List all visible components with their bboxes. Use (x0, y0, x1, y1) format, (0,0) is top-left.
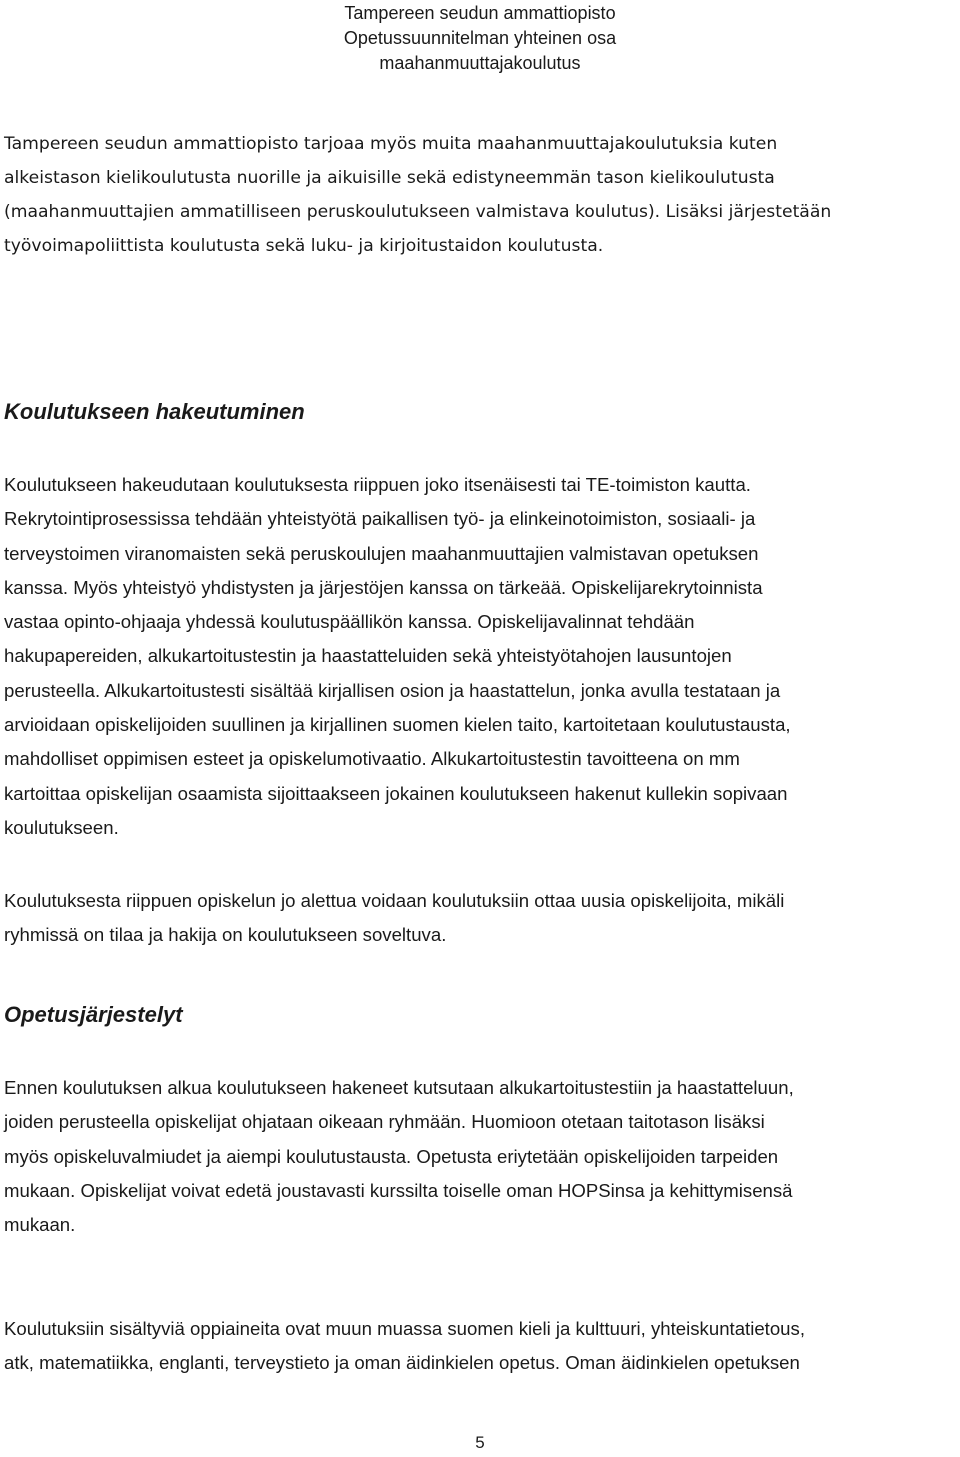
arrangements-paragraph (4, 1071, 954, 1242)
paragraph-line: Koulutuksesta riippuen opiskelun jo alettua voidaan koulutuksiin ottaa uusia opiskelijoita, mikäli (4, 890, 785, 911)
paragraph-line: Koulutukseen hakeudutaan koulutuksesta riippuen joko itsenäisesti tai TE-toimiston kautta. (4, 474, 751, 495)
paragraph-line: mukaan. Opiskelijat voivat edetä joustavasti kurssilta toiselle oman HOPSinsa ja kehittymisensä (4, 1179, 793, 1201)
page-number: 5 (475, 1433, 485, 1452)
section-heading-arrangements: Opetusjärjestelyt (4, 1002, 183, 1027)
paragraph-line: atk, matematiikka, englanti, terveystieto ja oman äidinkielen opetus. Oman äidinkielen opetuksen (4, 1352, 800, 1374)
section-heading-admission: Koulutukseen hakeutuminen (4, 399, 305, 424)
late-admission-paragraph (4, 884, 954, 953)
subjects-paragraph (4, 1312, 954, 1381)
intro-line: alkeistason kielikoulutusta nuorille ja aikuisille sekä edistyneemmän tason kielikoulutusta (4, 168, 775, 188)
paragraph-line: Rekrytointiprosessissa tehdään yhteistyötä paikallisen työ- ja elinkeinotoimiston, sosiaali- ja (4, 508, 756, 530)
paragraph-line: arvioidaan opiskelijoiden suullinen ja kirjallinen suomen kielen taito, kartoitetaan koulutustausta, (4, 714, 791, 736)
paragraph-line: Koulutuksiin sisältyviä oppiaineita ovat muun muassa suomen kieli ja kulttuuri, yhteiskuntatietous, (4, 1318, 805, 1339)
admission-paragraph (4, 468, 954, 845)
intro-line: työvoimapoliittista koulutusta sekä luku- ja kirjoitustaidon koulutusta. (4, 236, 604, 256)
paragraph-line: ryhmissä on tilaa ja hakija on koulutukseen soveltuva. (4, 924, 447, 946)
paragraph-line: perusteella. Alkukartoitustesti sisältää kirjallisen osion ja haastattelun, jonka avulla testataan ja (4, 679, 781, 701)
paragraph-line: Ennen koulutuksen alkua koulutukseen hakeneet kutsutaan alkukartoitustestiin ja haastatteluun, (4, 1077, 794, 1098)
paragraph-line: terveystoimen viranomaisten sekä peruskoulujen maahanmuuttajien valmistavan opetuksen (4, 542, 759, 564)
header-school-name: Tampereen seudun ammattiopisto (344, 3, 616, 23)
paragraph-line: koulutukseen. (4, 816, 119, 838)
page-header (0, 0, 960, 76)
paragraph-line: hakupapereiden, alkukartoitustestin ja haastatteluiden sekä yhteistyötahojen lausuntojen (4, 645, 732, 667)
intro-line: (maahanmuuttajien ammatilliseen peruskoulutukseen valmistava koulutus). Lisäksi järjestetään (4, 202, 832, 222)
paragraph-line: mukaan. (4, 1214, 76, 1236)
paragraph-line: mahdolliset oppimisen esteet ja opiskelumotivaatio. Alkukartoitustestin tavoitteena on mm (4, 748, 740, 770)
header-curriculum-part: Opetussuunnitelman yhteinen osa (343, 28, 617, 48)
paragraph-line: myös opiskeluvalmiudet ja aiempi koulutustausta. Opetusta eriytetään opiskelijoiden tarpeiden (4, 1145, 779, 1167)
paragraph-line: kanssa. Myös yhteistyö yhdistysten ja järjestöjen kanssa on tärkeää. Opiskelijarekrytoinnista (4, 576, 763, 598)
intro-paragraph (4, 127, 954, 263)
paragraph-line: kartoittaa opiskelijan osaamista sijoittaakseen jokainen koulutukseen hakenut kullekin sopivaan (4, 782, 788, 804)
paragraph-line: vastaa opinto-ohjaaja yhdessä koulutuspäällikön kanssa. Opiskelijavalinnat tehdään (4, 611, 695, 633)
paragraph-line: joiden perusteella opiskelijat ohjataan oikeaan ryhmään. Huomioon otetaan taitotason lisäksi (4, 1111, 765, 1133)
intro-line: Tampereen seudun ammattiopisto tarjoaa myös muita maahanmuuttajakoulutuksia kuten (4, 134, 778, 154)
header-program-name: maahanmuuttajakoulutus (379, 53, 581, 73)
